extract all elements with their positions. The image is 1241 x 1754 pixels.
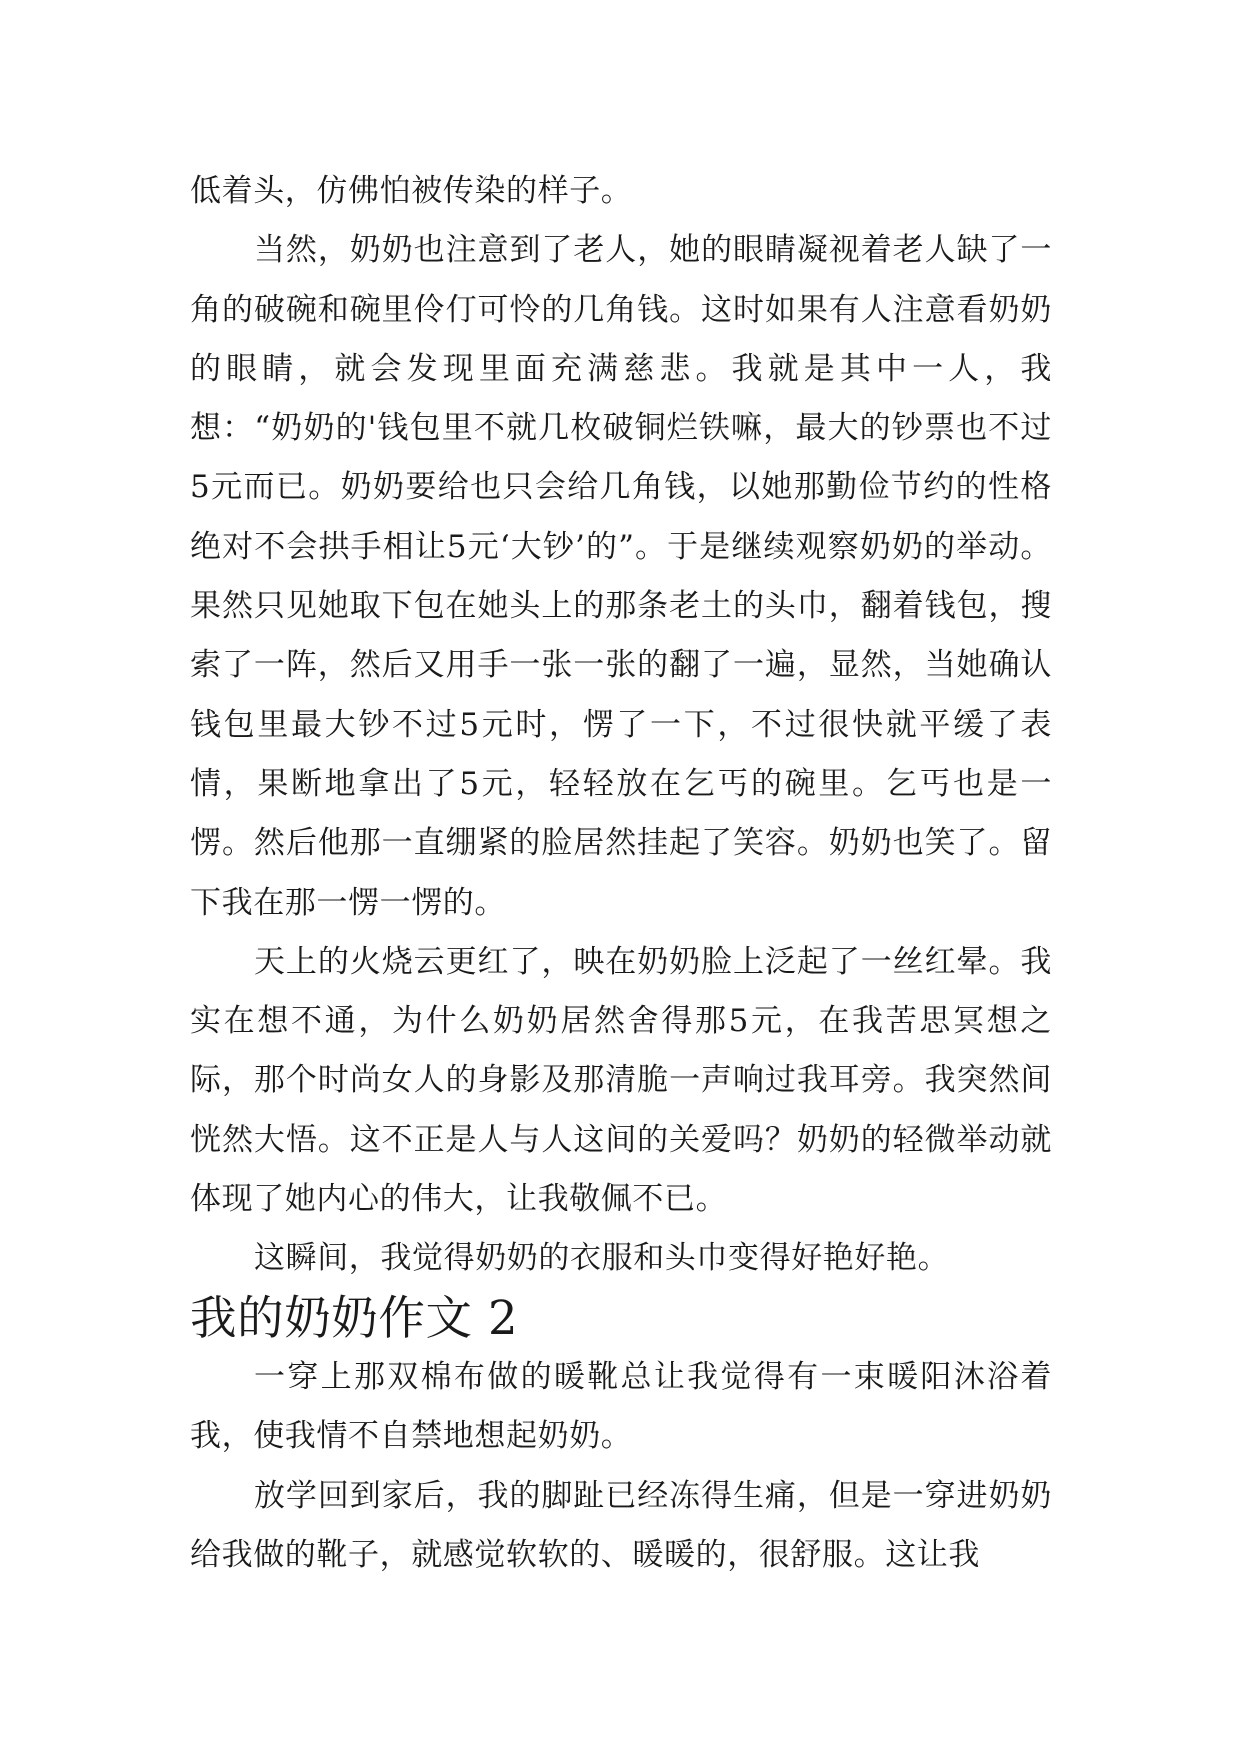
- paragraph-closing: 这瞬间，我觉得奶奶的衣服和头巾变得好艳好艳。: [254, 1240, 950, 1277]
- paragraph-grandma-notices: 当然，奶奶也注意到了老人，她的眼睛凝视着老人缺了一角的破碗和碗里伶仃可怜的几角钱。这时如果有人注意看奶奶的眼睛，就会发现里面充满慈悲。我就是其中一人，我想：“奶奶的'钱包里不就几枚破铜烂铁嘛，最大的钞票也不过5元而已。奶奶要给也只会给几角钱，以她那勤俭节约的性格绝对不会拱手相让5元‘大钞’的”。于是继续观察奶奶的举动。果然只见她取下包在她头上的那条老土的头巾，翻着钱包，搜索了一阵，然后又用手一张一张的翻了一遍，显然，当她确认钱包里最大钞不过5元时，愣了一下，不过很快就平缓了表情，果断地拿出了5元，轻轻放在乞丐的碗里。乞丐也是一愣。然后他那一直绷紧的脸居然挂起了笑容。奶奶也笑了。留下我在那一愣一愣的。: [190, 232, 1052, 921]
- paragraph-after-school: 放学回到家后，我的脚趾已经冻得生痛，但是一穿进奶奶给我做的靴子，就感觉软软的、暖暖的，很舒服。这让我: [190, 1477, 1052, 1573]
- paragraph-realization: 天上的火烧云更红了，映在奶奶脸上泛起了一丝红晕。我实在想不通，为什么奶奶居然舍得那5元，在我苦思冥想之际，那个时尚女人的身影及那清脆一声响过我耳旁。我突然间恍然大悟。这不正是人与人这间的关爱吗？奶奶的轻微举动就体现了她内心的伟大，让我敬佩不已。: [190, 943, 1052, 1218]
- essay-heading: 我的奶奶作文 2: [190, 1290, 519, 1345]
- paragraph-warm-boots: 一穿上那双棉布做的暖靴总让我觉得有一束暖阳沐浴着我，使我情不自禁地想起奶奶。: [190, 1358, 1052, 1455]
- document-body: [190, 162, 1052, 1585]
- paragraph-continuation: 低着头，仿佛怕被传染的样子。: [190, 173, 633, 209]
